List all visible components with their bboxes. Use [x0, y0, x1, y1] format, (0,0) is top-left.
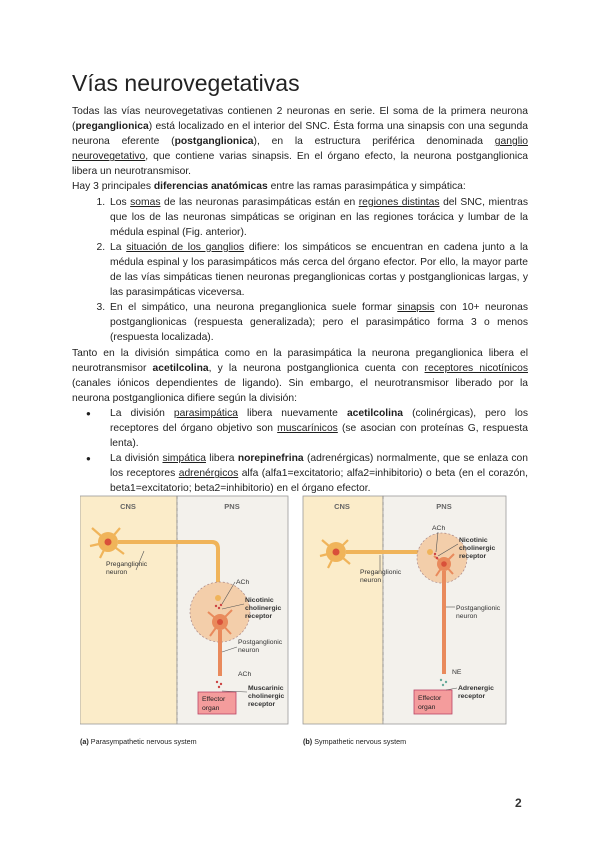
muscarinic-receptor-label: Muscarinic: [248, 685, 284, 692]
postganglionic-label: Postganglionic: [238, 639, 283, 646]
nicotinic-receptor-label: Nicotinic: [245, 597, 274, 604]
nicotinic-receptor-label: Nicotinic: [459, 537, 488, 544]
svg-text:cholinergic: cholinergic: [248, 693, 285, 700]
list-item: 1. Los somas de las neuronas parasimpáticas están en regiones distintas del SNC, mientras que los de las neuronas simpáticas se originan en las regiones torácica y lumbar de la médula espinal (Fig. anterior).: [108, 195, 528, 240]
autonomic-pathways-figure: [80, 494, 525, 752]
ne-label: NE: [452, 669, 462, 676]
pns-label: PNS: [436, 502, 452, 511]
neurotransmitter-paragraph: Tanto en la división simpática como en la parasimpática la neurona preganglionica libera el neurotransmisor acetilcolina, y la neurona postganglionica cuenta con receptores nicotínicos (canales iónicos dependientes de ligando). Sin embargo, el neurotransmisor liberado por la neurona postganglionica difiere según la división:: [72, 347, 528, 404]
list-item: ● La división parasimpática libera nuevamente acetilcolina (colinérgicas), pero los receptores del órgano objetivo son muscarínicos (se asocian con proteínas G, respuesta lenta).: [108, 406, 528, 451]
svg-text:cholinergic: cholinergic: [459, 545, 496, 552]
list-item: ● La división simpática libera norepinefrina (adrenérgicas) normalmente, que se enlaza con los receptores adrenérgicos alfa (alfa1=excitatorio; alfa2=inhibitorio) o beta (en el corazón, beta1=excitatorio; beta2=inhibitorio) en el órgano efector.: [108, 451, 528, 496]
svg-text:Effector: Effector: [202, 696, 226, 703]
svg-text:neuron: neuron: [360, 577, 382, 584]
svg-text:neuron: neuron: [238, 647, 260, 654]
differences-intro: Hay 3 principales diferencias anatómicas entre las ramas parasimpática y simpática:: [72, 181, 466, 193]
caption-b: (b) Sympathetic nervous system: [303, 737, 407, 746]
cns-label: CNS: [120, 502, 136, 511]
postganglionic-label: Postganglionic: [456, 605, 501, 612]
page-title: Vías neurovegetativas: [72, 70, 300, 96]
svg-text:receptor: receptor: [458, 693, 486, 700]
svg-text:neuron: neuron: [456, 613, 478, 620]
panel-parasympathetic: [80, 496, 288, 746]
svg-text:neuron: neuron: [106, 569, 128, 576]
svg-text:receptor: receptor: [248, 701, 276, 708]
divisions-list: [72, 406, 528, 497]
body-text: [72, 104, 528, 496]
svg-text:receptor: receptor: [245, 613, 273, 620]
ach-label-1: ACh: [236, 579, 250, 586]
differences-list: [72, 195, 528, 346]
ach-label-2: ACh: [238, 671, 252, 678]
adrenergic-receptor-label: Adrenergic: [458, 685, 494, 692]
svg-text:receptor: receptor: [459, 553, 487, 560]
intro-paragraph: Todas las vías neurovegetativas contienen 2 neuronas en serie. El soma de la primera neurona (preganglionica) está localizado en el interior del SNC. Ésta forma una sinapsis con una segunda neurona eferente (postganglionica), en la estructura periférica denominada ganglio neurovegetativo, que contiene varias sinapsis. En el órgano efecto, la neurona postganglionica libera un neurotransmisor.: [72, 106, 529, 178]
preganglionic-label: Preganglionic: [106, 561, 148, 568]
pns-label: PNS: [224, 502, 240, 511]
svg-text:Effector: Effector: [418, 695, 442, 702]
page-number: 2: [515, 796, 522, 810]
panel-sympathetic: [303, 496, 506, 746]
caption-a: (a) Parasympathetic nervous system: [80, 737, 197, 746]
svg-text:organ: organ: [418, 704, 436, 711]
list-item: 3. En el simpático, una neurona preganglionica suele formar sinapsis con 10+ neuronas postganglionicas (respuesta generalizada); pero el parasimpático forma 3 o menos (respuesta localizada).: [108, 300, 528, 345]
ach-label: ACh: [432, 525, 446, 532]
svg-text:organ: organ: [202, 705, 220, 712]
figure-svg: [80, 494, 525, 752]
preganglionic-label: Preganglionic: [360, 569, 402, 576]
list-item: 2. La situación de los ganglios difiere: los simpáticos se encuentran en cadena junto a la médula espinal y los parasimpáticos más cerca del órgano efector. Por ello, la mayor parte de las vías simpáticas tienen neuronas preganglionicas cortas y postganglionicas largas, y las parasimpáticas viceversa.: [108, 240, 528, 300]
svg-text:cholinergic: cholinergic: [245, 605, 282, 612]
cns-region: [303, 496, 383, 724]
cns-label: CNS: [334, 502, 350, 511]
